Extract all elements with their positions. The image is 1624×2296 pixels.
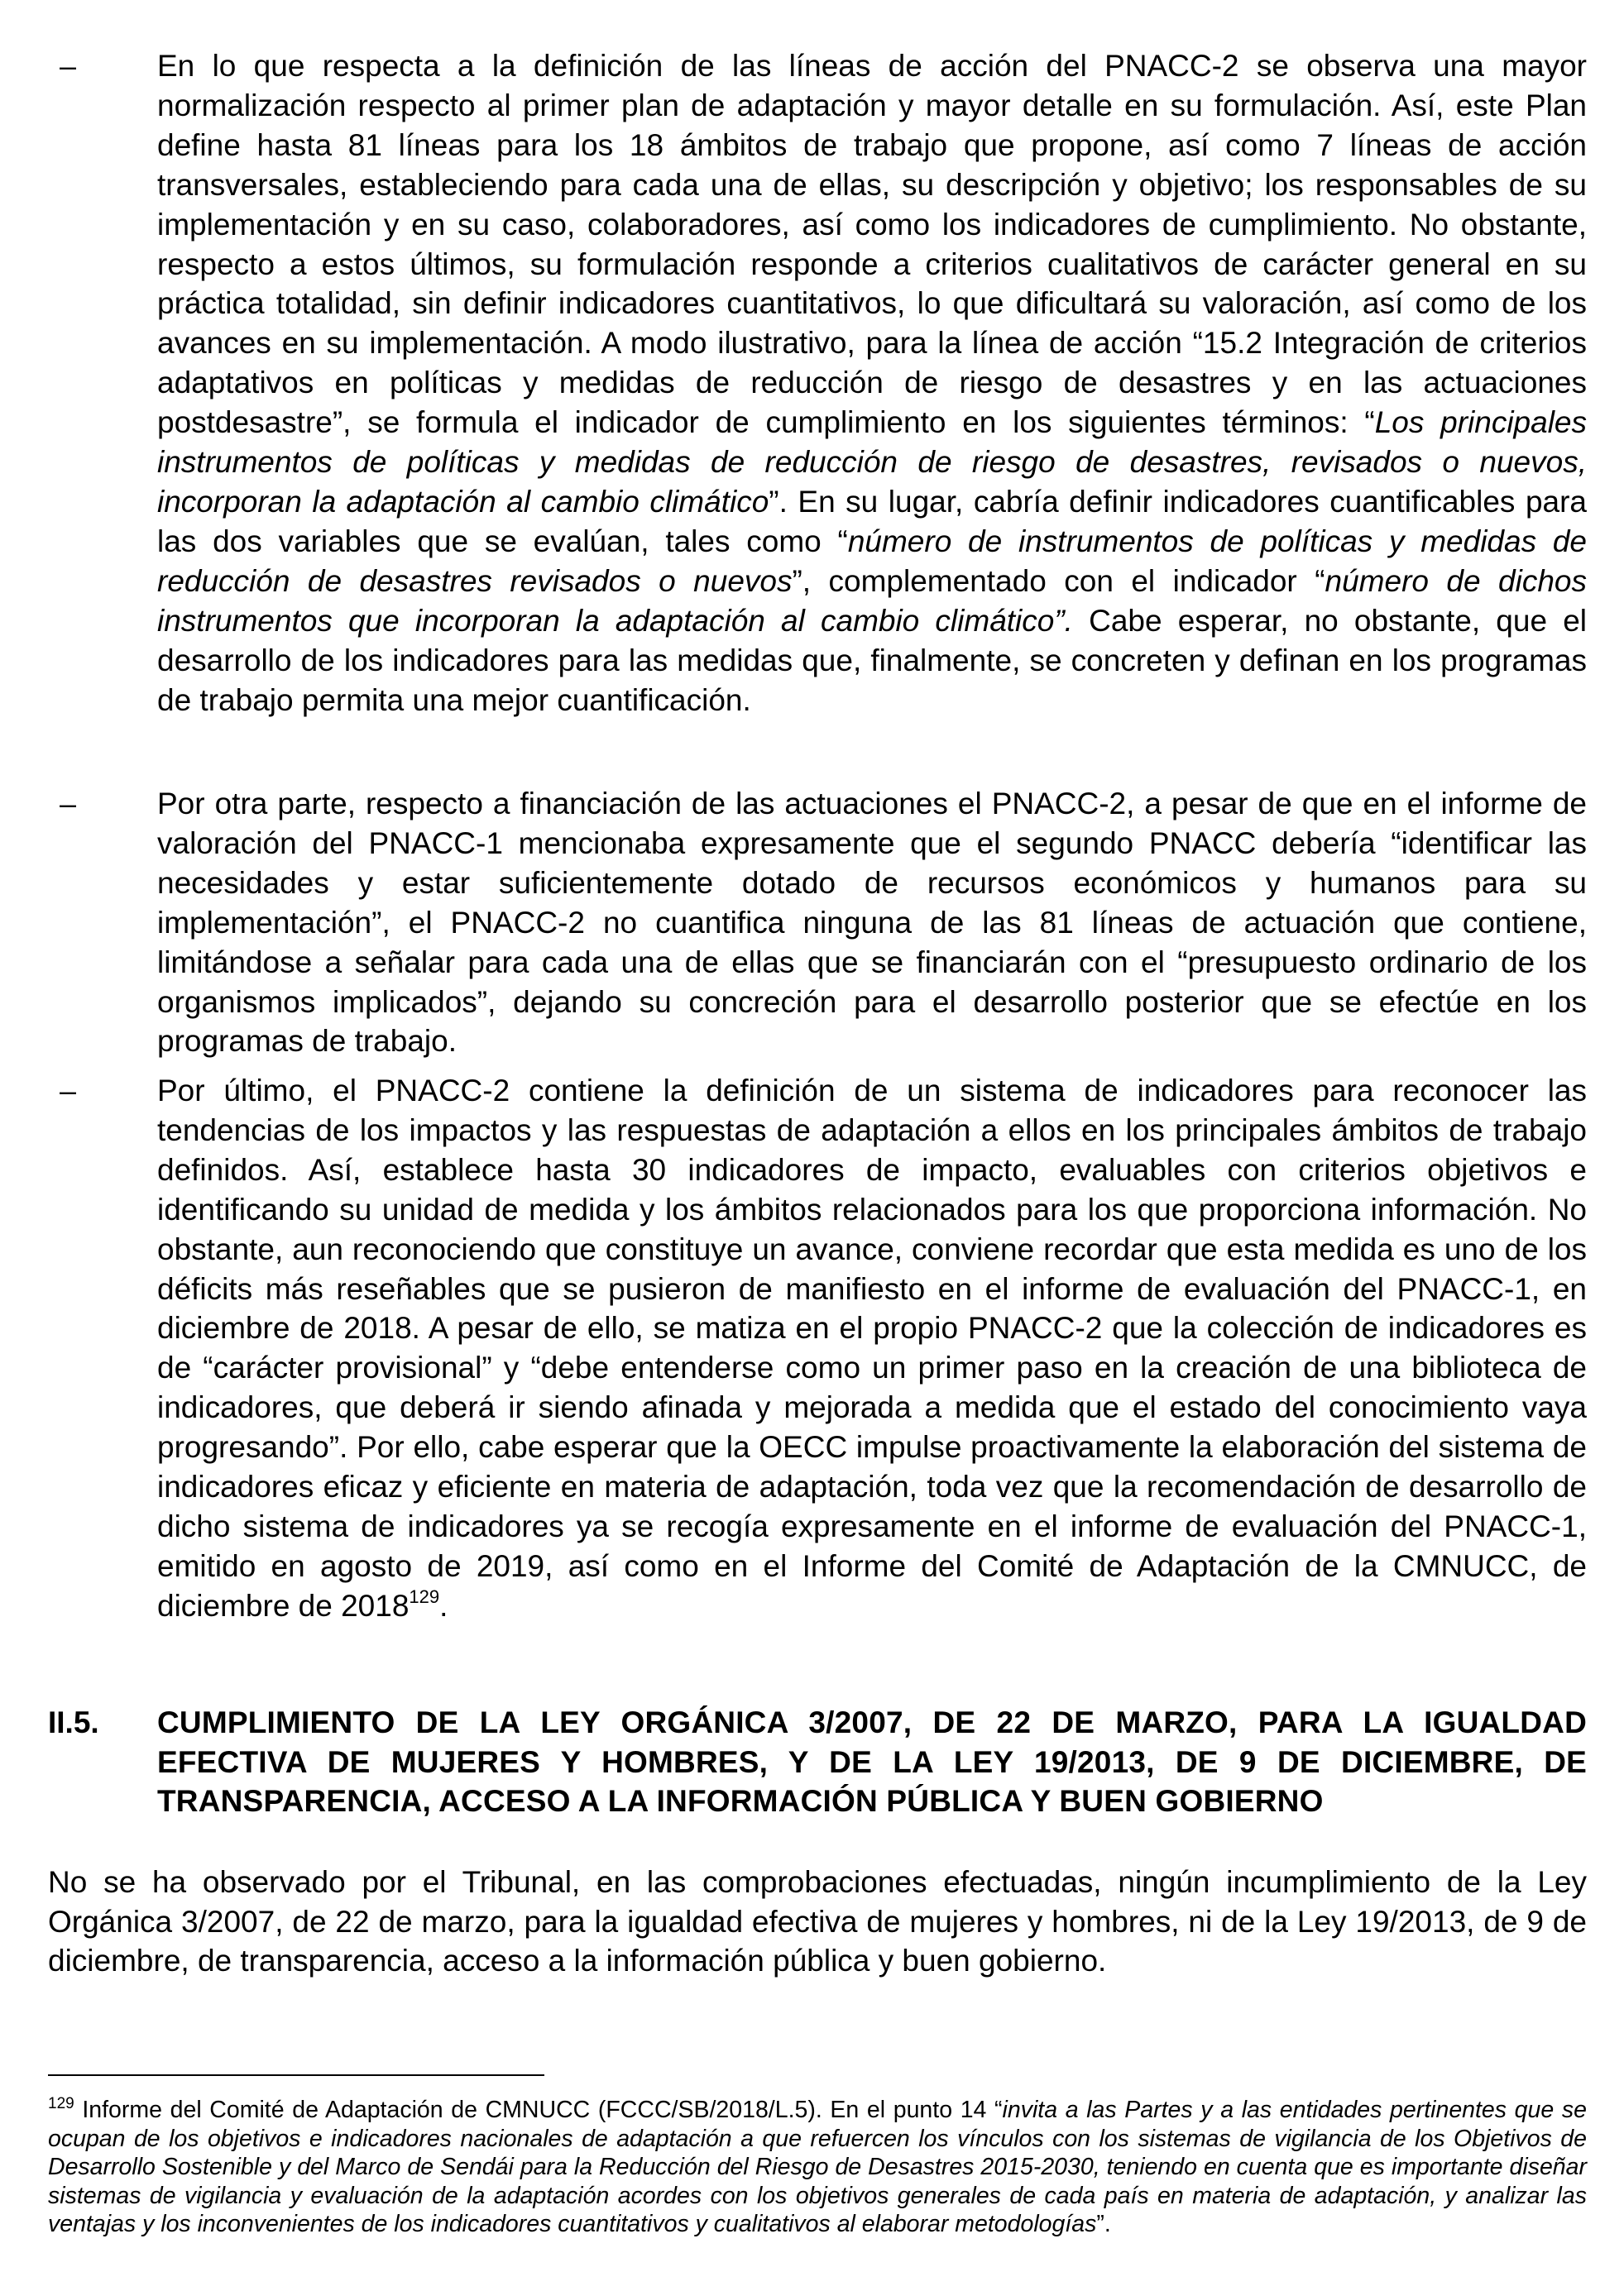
text-run: ”. En su lugar, cabría definir indicadores cuantificables para las dos variables que se evalúan, tales como “ xyxy=(157,484,1587,558)
text-run: En lo que respecta a la definición de las líneas de acción del PNACC-2 se observa una mayor normalización respecto al primer plan de adaptación y mayor detalle en su formulación. Así, este Plan define hasta 81 líneas para los 18 ámbitos de trabajo que propone, así como 7 líneas de acción transversales, estableciendo para cada una de ellas, su descripción y objetivo; los responsables de su implementación y en su caso, colaboradores, así como los indicadores de cumplimiento. No obstante, respecto a estos últimos, su formulación responde a criterios cualitativos de carácter general en su práctica totalidad, sin definir indicadores cuantitativos, lo que dificultará su valoración, así como de los avances en su implementación. A modo ilustrativo, para la línea de acción “15.2 Integración de criterios adaptativos en políticas y medidas de reducción de riesgo de desastres y en las actuaciones postdesastre”, se formula el indicador de cumplimiento en los siguientes términos: “ xyxy=(157,49,1587,440)
bullet-text xyxy=(157,784,1587,1061)
footnote-reference[interactable]: 129 xyxy=(409,1586,440,1608)
bullet-text xyxy=(157,1071,1587,1626)
bullet-item-action-lines xyxy=(48,46,1587,720)
italic-quote: número de dichos instrumentos que incorporan la adaptación al cambio climático”. xyxy=(157,563,1587,638)
footnote-text: Informe del Comité de Adaptación de CMNUCC (FCCC/SB/2018/L.5). En el punto 14 “ xyxy=(74,2097,1003,2123)
bullet-dash: – xyxy=(60,787,77,820)
text-run: . xyxy=(439,1588,448,1623)
footnote-italic-quote: invita a las Partes y a las entidades pertinentes que se ocupan de los objetivos e indicadores nacionales de adaptación a que refuercen los vínculos con los sistemas de vigilancia de los Objetivos de Desarrollo Sostenible y del Marco de Sendái para la Reducción del Riesgo de Desastres 2015-2030, teniendo en cuenta que es importante diseñar sistemas de vigilancia y evaluación de la adaptación acordes con los objetivos generales de cada país en materia de adaptación, y analizar las ventajas y los inconvenientes de los indicadores cuantitativos y cualitativos al elaborar metodologías xyxy=(48,2097,1587,2238)
bullet-dash: – xyxy=(60,1074,77,1107)
footnote-text: ”. xyxy=(1096,2211,1111,2238)
section-number: II.5. xyxy=(48,1705,99,1739)
section-heading xyxy=(48,1703,1587,1821)
bullet-text xyxy=(157,46,1587,720)
text-run: Cabe esperar, no obstante, que el desarrollo de los indicadores para las medidas que, finalmente, se concreten y definan en los programas de trabajo permita una mejor cuantificación. xyxy=(157,603,1587,717)
text-run: Por otra parte, respecto a financiación de las actuaciones el PNACC-2, a pesar de que en el informe de valoración del PNACC-1 mencionaba expresamente que el segundo PNACC debería “identificar las necesidades y estar suficientemente dotado de recursos económicos y humanos para su implementación”, el PNACC-2 no cuantifica ninguna de las 81 líneas de actuación que contiene, limitándose a señalar para cada una de ellas que se financiarán con el “presupuesto ordinario de los organismos implicados”, dejando su concreción para el desarrollo posterior que se efectúe en los programas de trabajo. xyxy=(157,787,1587,1059)
bullet-dash: – xyxy=(60,49,77,83)
footnote-number: 129 xyxy=(48,2094,74,2112)
body-paragraph: No se ha observado por el Tribunal, en las comprobaciones efectuadas, ningún incumplimiento de la Ley Orgánica 3/2007, de 22 de marzo, para la igualdad efectiva de mujeres y hombres, ni de la Ley 19/2013, de 9 de diciembre, de transparencia, acceso a la información pública y buen gobierno. xyxy=(48,1865,1587,1978)
footnote-separator xyxy=(48,2074,544,2076)
bullet-item-indicators xyxy=(48,1071,1587,1626)
section-title: CUMPLIMIENTO DE LA LEY ORGÁNICA 3/2007, DE 22 DE MARZO, PARA LA IGUALDAD EFECTIVA DE MUJERES Y HOMBRES, Y DE LA LEY 19/2013, DE 9 DE DICIEMBRE, DE TRANSPARENCIA, ACCESO A LA INFORMACIÓN PÚBLICA Y BUEN GOBIERNO xyxy=(157,1705,1587,1818)
footnote xyxy=(48,2096,1587,2239)
bullet-item-financing xyxy=(48,784,1587,1061)
italic-quote: número de instrumentos de políticas y medidas de reducción de desastres revisados o nuevos xyxy=(157,524,1587,598)
italic-quote: Los principales instrumentos de políticas y medidas de reducción de riesgo de desastres, revisados o nuevos, incorporan la adaptación al cambio climático xyxy=(157,405,1587,519)
text-run: Por último, el PNACC-2 contiene la definición de un sistema de indicadores para reconocer las tendencias de los impactos y las respuestas de adaptación a ellos en los principales ámbitos de trabajo definidos. Así, establece hasta 30 indicadores de impacto, evaluables con criterios objetivos e identificando su unidad de medida y los ámbitos relacionados para los que proporciona información. No obstante, aun reconociendo que constituye un avance, conviene recordar que esta medida es uno de los déficits más reseñables que se pusieron de manifiesto en el informe de evaluación del PNACC-1, en diciembre de 2018. A pesar de ello, se matiza en el propio PNACC-2 que la colección de indicadores es de “carácter provisional” y “debe entenderse como un primer paso en la creación de una biblioteca de indicadores, que deberá ir siendo afinada y mejorada a medida que el estado del conocimiento vaya progresando”. Por ello, cabe esperar que la OECC impulse proactivamente la elaboración del sistema de indicadores eficaz y eficiente en materia de adaptación, toda vez que la recomendación de desarrollo de dicho sistema de indicadores ya se recogía expresamente en el informe de evaluación del PNACC-1, emitido en agosto de 2019, así como en el Informe del Comité de Adaptación de la CMNUCC, de diciembre de 2018 xyxy=(157,1074,1587,1623)
text-run: ”, complementado con el indicador “ xyxy=(792,563,1325,598)
